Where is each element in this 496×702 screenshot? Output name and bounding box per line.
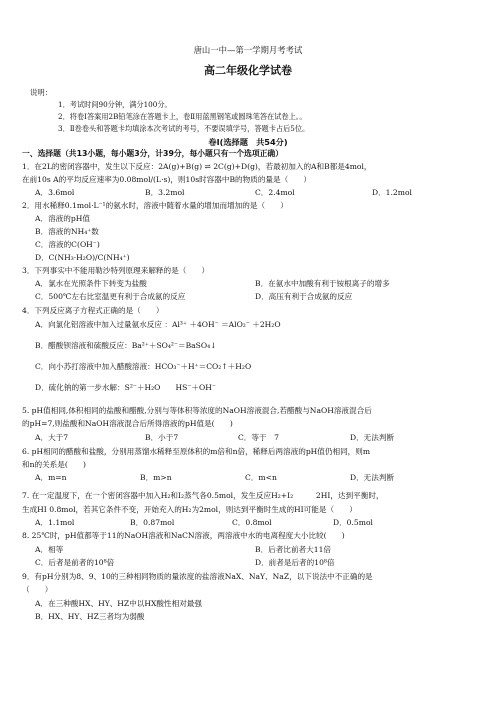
question-2-option-b: B．溶液的NH₄⁺数 [35,227,99,236]
question-7-stem: 生成HI 0.8mol，若其它条件不变，开始充入的H₂为2mol，则达到平衡时生成的HI可能是（ ） [22,505,357,514]
question-2-option-c: C．溶液的C(OH⁻) [35,240,100,249]
question-2-option-d: D．C(NH₃·H₂O)/C(NH₄⁺) [35,253,130,262]
question-9-stem: 9．有pH分别为8、9、10的三种相同物质的量浓度的盐溶液NaX、NaY、NaZ，以下说法中不正确的是 [22,572,373,581]
instruction-item: 2．将卷Ⅰ答案用2B铅笔涂在答题卡上，卷Ⅱ用蓝黑钢笔或圆珠笔答在试卷上。。 [58,112,307,121]
question-2-stem: 2．用水稀释0.1mol·L⁻¹的氨水时，溶液中随着水量的增加而增加的是（ ） [22,201,288,210]
question-8-stem: 8. 25℃时，pH值都等于11的NaOH溶液和NaCN溶液，两溶液中水的电离程度大小比较( ) [22,531,345,540]
question-3-option-d: D．高压有利于合成氨的反应 [255,292,353,301]
question-8-option-d: D．前者是后者的10⁸倍 [255,558,335,567]
question-5-option-d: D．无法判断 [350,433,395,442]
question-3-option-a: A．氯水在光照条件下转变为盐酸 [35,279,147,288]
question-7-option-a: A．1.1mol [35,518,75,527]
instruction-item: 3．Ⅱ卷卷头和答题卡均填涂本次考试的考号，不要误填学号，答题卡占后5位。 [58,124,310,133]
question-7-stem: 7. 在一定温度下，在一个密闭容器中加入H₂和I₂蒸气各0.5mol，发生反应H₂+I₂ 2HI，达到平衡时， [22,491,384,500]
question-9-option-a: A．在三种酸HX、HY、HZ中以HX酸性相对最强 [35,599,202,608]
question-4-option-c: C．向小苏打溶液中加入醋酸溶液：HCO₃⁻＋H⁺＝CO₂↑＋H₂O [35,362,252,371]
question-5-stem: 的pH=7,则盐酸和NaOH溶液混合后所得溶液的pH值是( ) [22,419,233,428]
question-1-option-c: C．2.4mol [255,188,295,197]
volume-title: 卷Ⅰ(选择题 共54分) [208,137,288,147]
question-4-option-d: D．硫化钠的第一步水解：S²⁻＋H₂O HS⁻＋OH⁻ [35,383,216,392]
question-5-option-a: A．大于7 [35,433,69,442]
question-6-stem: 和n的关系是( ) [22,460,86,469]
school-line: 唐山一中—第一学期月考考试 [193,45,303,55]
question-5-option-b: B．小于7 [145,433,179,442]
question-3-stem: 3．下列事实中不能用勒沙特列原理来解释的是（ ） [22,266,210,275]
question-6-option-a: A．m=n [35,473,67,482]
question-4-stem: 4．下列反应离子方程式正确的是（ ） [22,306,164,315]
question-1-option-b: B．3.2mol [145,188,185,197]
question-4-option-a: A．向氯化铝溶液中加入过量氨水反应 ：Al³⁺ ＋4OH⁻ ＝AlO₂⁻ ＋2H₂O [35,320,281,329]
question-8-option-a: A．相等 [35,545,64,554]
exam-title: 高二年级化学试卷 [204,64,292,77]
question-3-option-c: C．500℃左右比室温更有利于合成氨的反应 [35,292,186,301]
question-7-option-d: D．0.5mol [333,518,373,527]
question-4-option-b: B．醋酸钡溶液和硫酸反应：Ba²⁺＋SO₄²⁻＝BaSO₄↓ [35,341,217,350]
question-8-option-c: C．后者是前者的10⁸倍 [35,558,115,567]
question-6-stem: 6. pH相同的醋酸和盐酸，分别用蒸馏水稀释至原体积的m倍和n倍，稀释后两溶液的pH值仍相同，则m [22,447,371,456]
question-6-option-c: C．m<n [245,473,277,482]
question-3-option-b: B．在氨水中加酸有利于铵根离子的增多 [255,279,390,288]
section-title: 一、选择题（共13小题，每小题3分，计39分，每小题只有一个选项正确） [22,149,284,158]
question-6-option-b: B．m>n [140,473,172,482]
question-6-option-d: D．无法判断 [350,473,395,482]
question-5-stem: 5. pH值相同,体积相同的盐酸和醋酸,分别与等体积等浓度的NaOH溶液混合,若醋酸与NaOH溶液混合后 [22,406,372,415]
question-1-option-a: A．3.6mol [35,188,75,197]
question-1-stem: 1．在2L的密闭容器中，发生以下反应：2A(g)+B(g) ⇌ 2C(g)+D(g)，若最初加入的A和B都是4mol， [22,162,372,171]
question-5-option-c: C．等于 7 [238,433,280,442]
question-7-option-b: B．0.87mol [130,518,175,527]
question-7-option-c: C．0.8mol [232,518,272,527]
question-2-option-a: A．溶液的pH值 [35,214,90,223]
question-8-option-b: B．后者比前者大11倍 [255,545,331,554]
question-9-stem: （ ） [22,585,53,594]
question-1-stem: 在前10s A的平均反应速率为0.08mol/(L·s)，则10s时容器中B的物质的量是（ ） [22,175,311,184]
question-1-option-d: D．1.2mol [372,188,412,197]
instructions-heading: 说明： [30,88,53,97]
instruction-item: 1．考试时间90分钟，满分100分。 [58,100,172,109]
question-9-option-b: B．HX、HY、HZ三者均为弱酸 [35,612,145,621]
